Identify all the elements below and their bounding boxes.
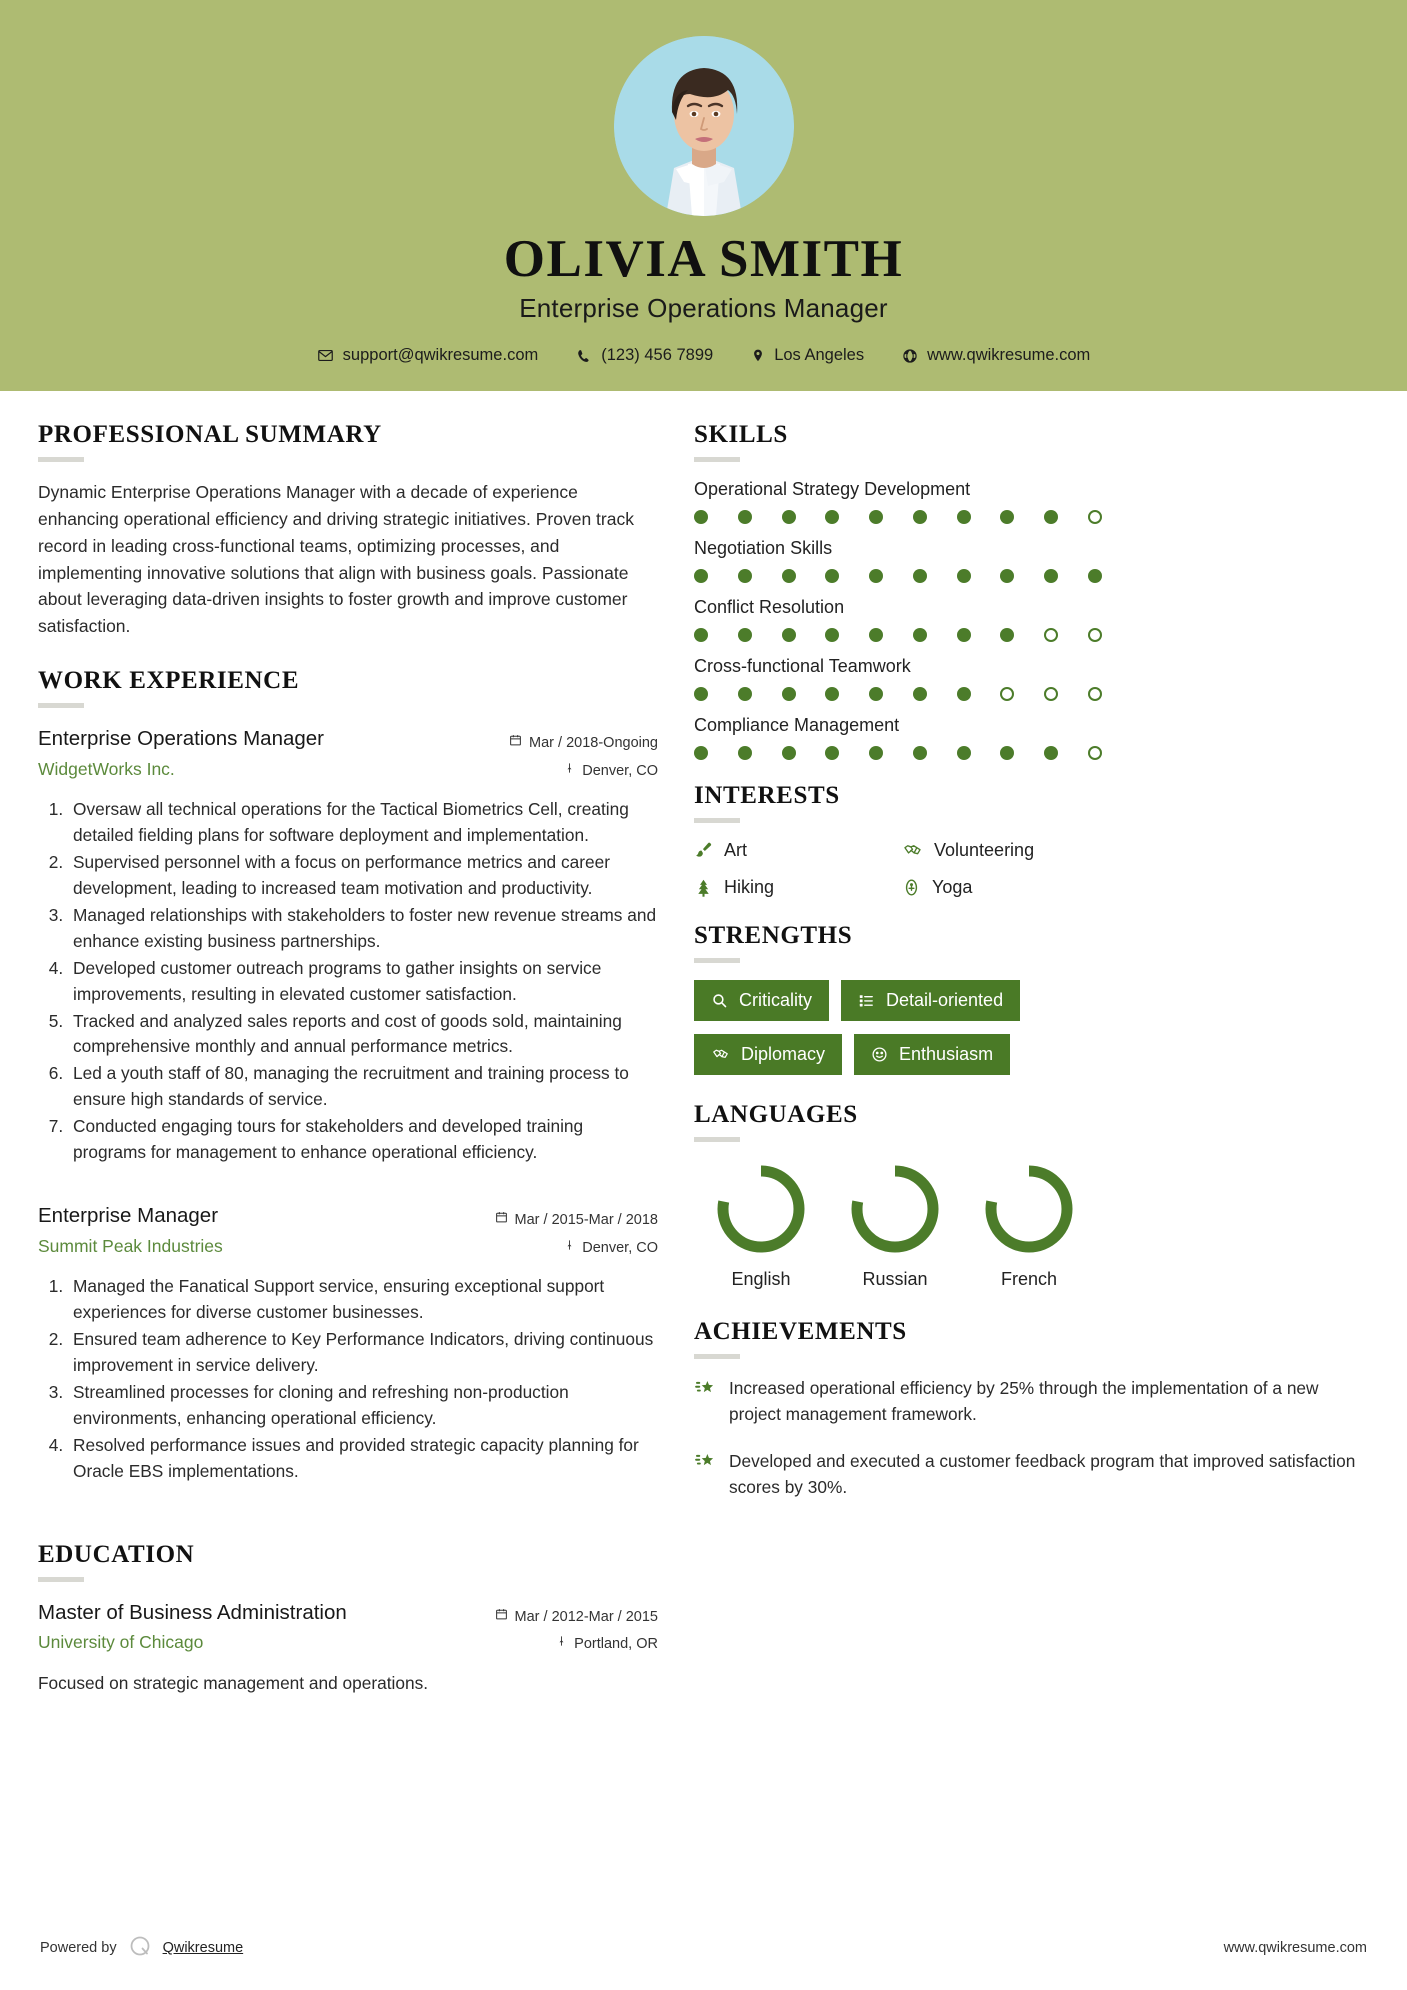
work-entry [38,725,658,1166]
resume-header [0,0,1407,391]
work-bullet: 6. Led a youth staff of 80, managing the recruitment and training process to ensure high standards of service. [68,1061,658,1113]
rating-dot-empty [1088,628,1102,642]
strength-label: Detail-oriented [886,990,1004,1011]
rating-dot-filled [782,687,796,701]
work-bullet: 2. Ensured team adherence to Key Performance Indicators, driving continuous improvement in service delivery. [68,1327,658,1379]
interest-label: Yoga [932,877,973,898]
interests-heading: INTERESTS [694,782,840,810]
strengths-heading: STRENGTHS [694,922,853,950]
work-bullet: 2. Supervised personnel with a focus on performance metrics and career development, leading to increased team motivation and productivity. [68,850,658,902]
footer-powered-by [40,1934,243,1962]
rating-dot-filled [913,628,927,642]
rating-dot-filled [869,569,883,583]
rating-dot-filled [957,687,971,701]
rating-dot-filled [825,569,839,583]
language-item [962,1159,1096,1290]
rating-dot-filled [913,510,927,524]
rating-dot-filled [869,687,883,701]
rating-dot-filled [825,510,839,524]
section-divider [38,703,84,708]
rating-dot-filled [825,687,839,701]
entry-spacer [38,1172,658,1202]
work-location [490,1235,658,1263]
rating-dot-filled [869,628,883,642]
interest-item [902,877,1369,898]
work-location [490,758,658,786]
handshake-icon [902,841,923,860]
phone-icon [576,348,592,364]
strength-badge [841,980,1020,1021]
rating-dot-filled [738,510,752,524]
envelope-icon [317,347,334,364]
skill-name: Operational Strategy Development [694,479,971,500]
strength-label: Enthusiasm [899,1044,994,1065]
contact-email[interactable] [317,346,539,365]
achievement-text: Developed and executed a customer feedback program that improved satisfaction scores by 30%. [729,1451,1356,1498]
language-item [694,1159,828,1290]
work-bullets [38,1274,658,1485]
skills-heading: SKILLS [694,421,788,449]
skill-name: Cross-functional Teamwork [694,656,911,677]
work-date [490,1207,658,1235]
interest-item [902,840,1369,861]
rating-dot-filled [694,746,708,760]
powered-by-label: Powered by [40,1940,117,1956]
resume-body [0,391,1407,1908]
globe-icon [902,348,918,364]
work-bullet: 3. Managed relationships with stakeholders to foster new revenue streams and enhance existing business partnerships. [68,903,658,955]
strength-badge [694,1034,842,1075]
education-school: University of Chicago [38,1632,204,1653]
rating-dot-filled [738,687,752,701]
section-divider [694,457,740,462]
strength-label: Criticality [739,990,813,1011]
strength-badge [854,1034,1010,1075]
language-gauge [845,1159,945,1259]
skill-rating [694,687,1102,701]
section-skills [694,421,1369,760]
section-achievements [694,1318,1369,1501]
work-date-text: Mar / 2015-Mar / 2018 [514,1212,658,1229]
pin-icon [556,1631,567,1659]
rating-dot-filled [957,510,971,524]
rating-dot-filled [957,569,971,583]
rating-dot-filled [1088,569,1102,583]
work-date-text: Mar / 2018-Ongoing [529,734,658,751]
footer-brand-link[interactable]: Qwikresume [162,1940,244,1956]
star-badge-icon [694,1376,716,1406]
rating-dot-filled [1000,746,1014,760]
education-description: Focused on strategic management and operations. [38,1672,429,1693]
rating-dot-filled [869,746,883,760]
rating-dot-filled [957,746,971,760]
education-entry [38,1599,658,1697]
rating-dot-empty [1044,628,1058,642]
achievement-text: Increased operational efficiency by 25% through the implementation of a new project management framework. [729,1378,1319,1425]
language-label: English [731,1269,791,1290]
section-divider [38,1577,84,1582]
rating-dot-empty [1088,510,1102,524]
language-item [828,1159,962,1290]
contact-website-text: www.qwikresume.com [927,346,1091,365]
strength-label: Diplomacy [741,1044,826,1065]
section-divider [694,818,740,823]
header-job-title: Enterprise Operations Manager [519,293,888,324]
skill-rating [694,746,1102,760]
rating-dot-filled [957,628,971,642]
rating-dot-filled [738,628,752,642]
work-bullet: 4. Resolved performance issues and provided strategic capacity planning for Oracle EBS implementations. [68,1433,658,1485]
education-location-text: Portland, OR [574,1636,658,1653]
magnifier-icon [711,992,728,1009]
rating-dot-filled [825,746,839,760]
avatar [614,36,794,216]
summary-heading: PROFESSIONAL SUMMARY [38,421,382,449]
yoga-icon [902,878,921,897]
contact-phone[interactable] [576,346,713,365]
contact-phone-text: (123) 456 7899 [601,346,714,365]
paintbrush-icon [694,841,713,860]
calendar-icon [495,1604,508,1632]
contact-row [0,346,1407,365]
interest-label: Art [724,840,748,861]
pin-icon [564,1235,575,1263]
skill-name: Conflict Resolution [694,597,845,618]
achievements-heading: ACHIEVEMENTS [694,1318,907,1346]
work-bullet: 5. Tracked and analyzed sales reports and cost of goods sold, maintaining comprehensive monthly and annual performance metrics. [68,1009,658,1061]
section-strengths [694,922,1369,1075]
section-divider [38,457,84,462]
section-work-experience [38,667,658,1485]
smiley-icon [871,1046,888,1063]
education-date [490,1604,658,1632]
work-company: Summit Peak Industries [38,1235,223,1256]
right-column [694,421,1369,1908]
work-location-text: Denver, CO [582,1239,658,1256]
rating-dot-filled [694,687,708,701]
rating-dot-filled [694,628,708,642]
work-heading: WORK EXPERIENCE [38,666,300,694]
interest-label: Hiking [724,877,775,898]
education-date-text: Mar / 2012-Mar / 2015 [514,1608,658,1625]
skill-rating [694,569,1102,583]
work-company: WidgetWorks Inc. [38,758,175,779]
rating-dot-empty [1000,687,1014,701]
section-divider [694,958,740,963]
languages-list [694,1159,1369,1290]
pin-icon [564,758,575,786]
skill-name: Negotiation Skills [694,538,833,559]
education-degree: Master of Business Administration [38,1600,347,1624]
rating-dot-filled [825,628,839,642]
footer-website[interactable]: www.qwikresume.com [1223,1940,1367,1956]
rating-dot-empty [1088,687,1102,701]
work-bullet: 4. Developed customer outreach programs to gather insights on service improvements, resulting in elevated customer satisfaction. [68,956,658,1008]
rating-dot-filled [738,569,752,583]
section-interests [694,782,1369,898]
contact-website[interactable] [902,346,1090,365]
rating-dot-empty [1044,687,1058,701]
rating-dot-empty [1088,746,1102,760]
calendar-icon [495,1207,508,1235]
rating-dot-filled [1044,510,1058,524]
interest-label: Volunteering [934,840,1035,861]
work-bullet: 1. Oversaw all technical operations for the Tactical Biometrics Cell, creating detailed fielding plans for software deployment and implementation. [68,797,658,849]
rating-dot-filled [1000,628,1014,642]
rating-dot-filled [738,746,752,760]
qwikresume-logo-icon [128,1934,152,1962]
tree-icon [694,878,713,898]
education-location [490,1631,658,1659]
page-title: OLIVIA SMITH [503,230,904,288]
language-gauge [711,1159,811,1259]
interests-grid [694,840,1369,898]
achievement-item [694,1449,1369,1501]
work-entry [38,1202,658,1485]
interest-item [694,840,902,861]
rating-dot-filled [782,569,796,583]
rating-dot-filled [1000,569,1014,583]
rating-dot-filled [1000,510,1014,524]
rating-dot-filled [782,746,796,760]
rating-dot-filled [913,746,927,760]
rating-dot-filled [913,569,927,583]
section-divider [694,1354,740,1359]
strength-badge [694,980,829,1021]
left-column [38,421,658,1908]
achievement-item [694,1376,1369,1428]
section-professional-summary [38,421,658,640]
interest-item [694,877,902,898]
location-pin-icon [751,347,765,364]
rating-dot-filled [1044,746,1058,760]
skill-rating [694,510,1102,524]
work-bullets [38,797,658,1166]
work-role: Enterprise Manager [38,1204,219,1228]
languages-heading: LANGUAGES [694,1101,858,1129]
summary-text: Dynamic Enterprise Operations Manager with a decade of experience enhancing operational efficiency and driving strategic initiatives. Proven track record in leading cross-functional teams, optimizing processes, and implementing innovative solutions that align with business goals. Passionate about leveraging data-driven insights to foster growth and improve customer satisfaction. [38,482,634,637]
rating-dot-filled [869,510,883,524]
rating-dot-filled [694,510,708,524]
skills-list [694,479,1369,760]
rating-dot-filled [782,510,796,524]
work-date [490,730,658,758]
resume-footer [0,1934,1407,1990]
education-heading: EDUCATION [38,1540,195,1568]
language-gauge [979,1159,1079,1259]
section-education [38,1541,658,1697]
work-role: Enterprise Operations Manager [38,726,325,750]
language-label: French [1000,1269,1058,1290]
calendar-icon [509,730,522,758]
work-location-text: Denver, CO [582,762,658,779]
rating-dot-filled [1044,569,1058,583]
handshake-icon [711,1046,730,1063]
strengths-list [694,980,1369,1075]
contact-email-text: support@qwikresume.com [342,346,539,365]
list-icon [858,992,875,1009]
section-divider [694,1137,740,1142]
rating-dot-filled [694,569,708,583]
work-bullet: 3. Streamlined processes for cloning and refreshing non-production environments, enhancing operational efficiency. [68,1380,658,1432]
rating-dot-filled [782,628,796,642]
star-badge-icon [694,1449,716,1479]
skill-rating [694,628,1102,642]
contact-location [751,346,864,365]
work-bullet: 1. Managed the Fanatical Support service, ensuring exceptional support experiences for diverse customer businesses. [68,1274,658,1326]
skill-name: Compliance Management [694,715,900,736]
language-label: Russian [862,1269,928,1290]
contact-location-text: Los Angeles [774,346,865,365]
section-languages [694,1101,1369,1290]
rating-dot-filled [913,687,927,701]
work-bullet: 7. Conducted engaging tours for stakeholders and developed training programs for management to enhance operational efficiency. [68,1114,658,1166]
avatar-photo [614,36,794,216]
